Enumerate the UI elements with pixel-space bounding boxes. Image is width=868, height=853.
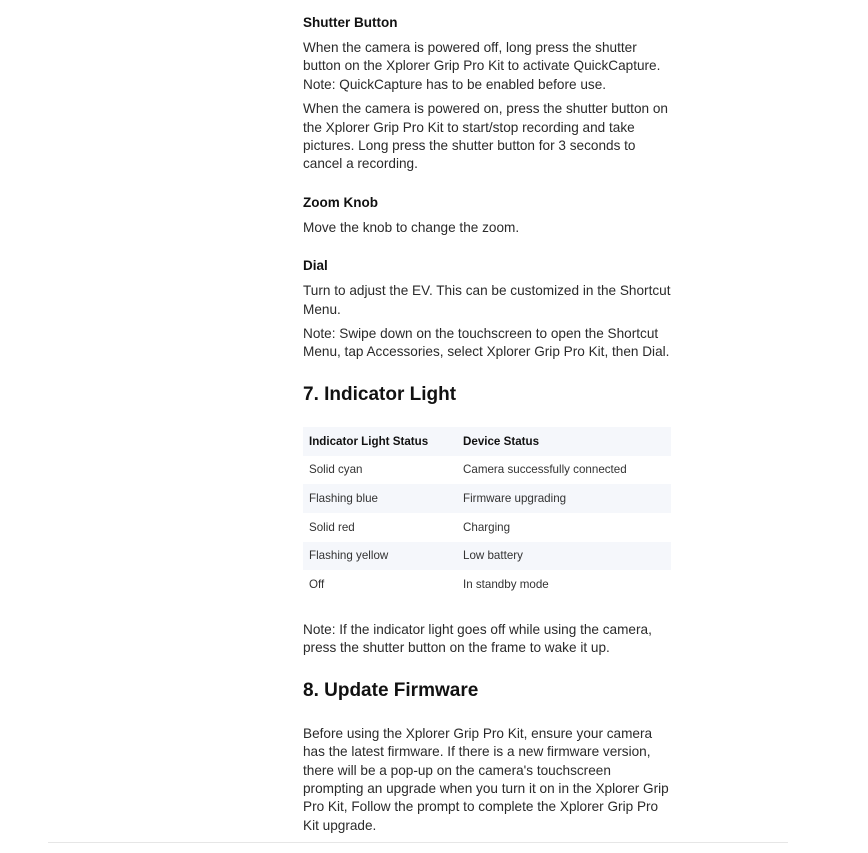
footer-divider bbox=[48, 842, 788, 843]
indicator-light-heading: 7. Indicator Light bbox=[303, 383, 457, 405]
table-header-row bbox=[303, 427, 671, 456]
table-row bbox=[303, 484, 671, 513]
dial-heading: Dial bbox=[303, 258, 328, 274]
table-cell: Low battery bbox=[457, 542, 671, 571]
table-header-cell: Device Status bbox=[457, 427, 671, 456]
shutter-button-heading: Shutter Button bbox=[303, 15, 398, 30]
table-cell: Camera successfully connected bbox=[463, 463, 627, 477]
table-row bbox=[303, 456, 671, 485]
article-content bbox=[303, 14, 673, 835]
dial-paragraph-1: Turn to adjust the EV. This can be customized in the Shortcut Menu. bbox=[303, 283, 671, 317]
table-cell: Flashing yellow bbox=[303, 542, 457, 571]
table-row bbox=[303, 570, 671, 599]
zoom-paragraph: Move the knob to change the zoom. bbox=[303, 219, 520, 235]
dial-paragraph-2: Note: Swipe down on the touchscreen to open the Shortcut Menu, tap Accessories, select Xplorer Grip Pro Kit, then Dial. bbox=[303, 326, 670, 360]
table-row bbox=[303, 513, 671, 542]
table-cell: Solid cyan bbox=[309, 463, 363, 477]
shutter-paragraph-2: When the camera is powered on, press the shutter button on the Xplorer Grip Pro Kit to start/stop recording and take pictures. Long press the shutter button for 3 seconds to cancel a recording. bbox=[303, 101, 668, 172]
table-cell: Flashing blue bbox=[303, 484, 457, 513]
table-header-cell: Indicator Light Status bbox=[303, 427, 457, 456]
table-cell: Firmware upgrading bbox=[457, 484, 671, 513]
indicator-note: Note: If the indicator light goes off while using the camera, press the shutter button on the frame to wake it up. bbox=[303, 622, 652, 656]
table-cell: Solid red bbox=[309, 520, 355, 534]
firmware-paragraph: Before using the Xplorer Grip Pro Kit, ensure your camera has the latest firmware. If there is a new firmware version, there will be a pop-up on the camera's touchscreen prompting an upgrade when you turn it on in the Xplorer Grip Pro Kit, Follow the prompt to complete the Xplorer Grip Pro Kit upgrade. bbox=[303, 725, 669, 833]
shutter-paragraph-1: When the camera is powered off, long press the shutter button on the Xplorer Grip Pro Kit to activate QuickCapture. Note: QuickCapture has to be enabled before use. bbox=[303, 40, 661, 92]
table-cell: Charging bbox=[463, 520, 511, 534]
table-cell: In standby mode bbox=[463, 578, 549, 592]
indicator-light-table bbox=[303, 427, 671, 599]
table-row bbox=[303, 542, 671, 571]
update-firmware-heading: 8. Update Firmware bbox=[303, 679, 479, 701]
zoom-knob-heading: Zoom Knob bbox=[303, 194, 378, 210]
table-cell: Off bbox=[309, 578, 325, 592]
